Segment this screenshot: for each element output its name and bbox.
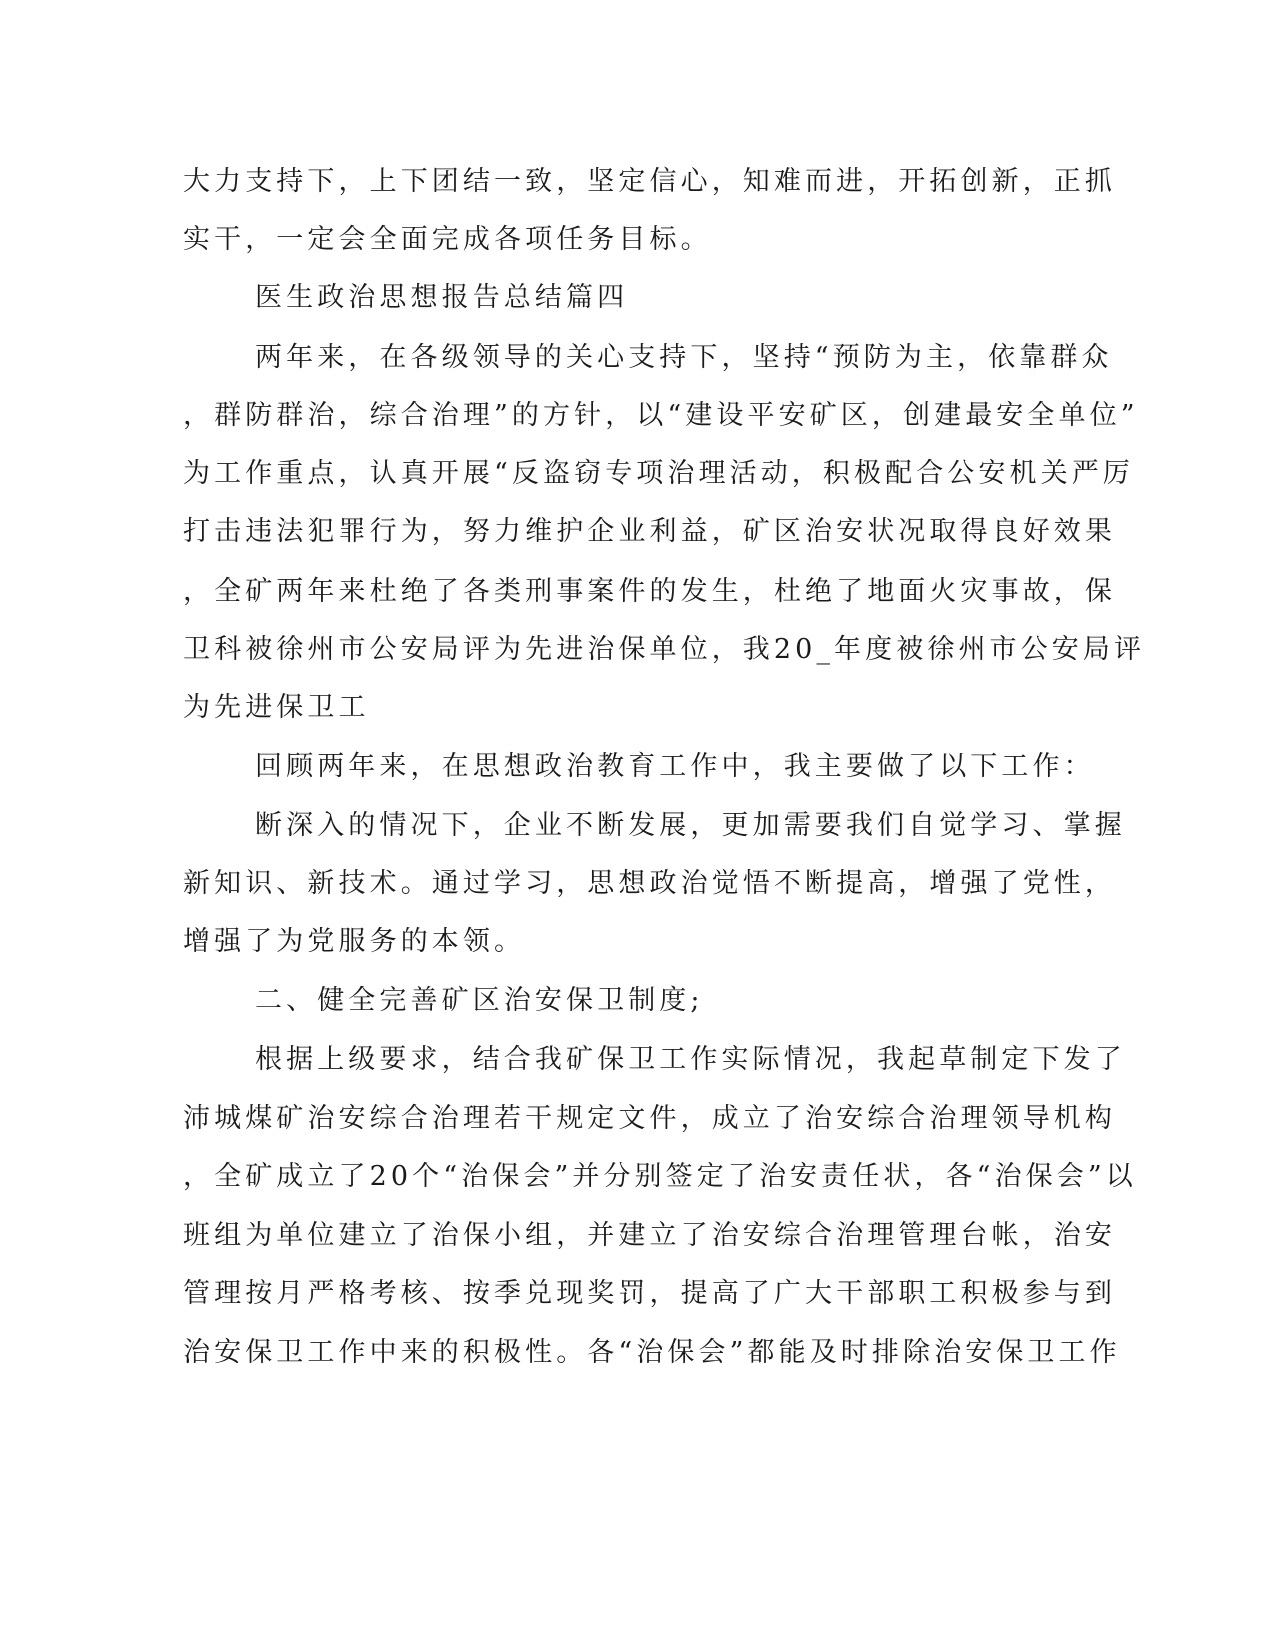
paragraph-line: 管理按月严格考核、按季兑现奖罚，提高了广大干部职工积极参与到	[183, 1278, 1116, 1309]
paragraph-line: 增强了为党服务的本领。	[183, 926, 526, 957]
paragraph-line: 新知识、新技术。通过学习，思想政治觉悟不断提高，增强了党性，	[183, 868, 1116, 899]
paragraph-line: ，群防群治，综合治理”的方针，以“建设平安矿区，创建最安全单位”	[183, 400, 1139, 431]
paragraph-line: 实干，一定会全面完成各项任务目标。	[183, 224, 712, 255]
paragraph-line: 卫科被徐州市公安局评为先进治保单位，我20_年度被徐州市公安局评	[183, 634, 1146, 665]
paragraph-line: 打击违法犯罪行为，努力维护企业利益，矿区治安状况取得良好效果	[183, 516, 1116, 547]
paragraph-line: 为先进保卫工	[183, 692, 370, 723]
paragraph-line: ，全矿成立了20个“治保会”并分别签定了治安责任状，各“治保会”以	[183, 1161, 1137, 1192]
paragraph-line: 根据上级要求，结合我矿保卫工作实际情况，我起草制定下发了	[255, 1044, 1126, 1075]
section-heading: 医生政治思想报告总结篇四	[255, 282, 629, 313]
section-heading: 二、健全完善矿区治安保卫制度;	[255, 985, 704, 1016]
paragraph-line: 回顾两年来，在思想政治教育工作中，我主要做了以下工作：	[255, 751, 1095, 782]
paragraph-line: 治安保卫工作中来的积极性。各“治保会”都能及时排除治安保卫工作	[183, 1337, 1121, 1368]
paragraph-line: ，全矿两年来杜绝了各类刑事案件的发生，杜绝了地面火灾事故，保	[183, 576, 1116, 607]
paragraph-line: 为工作重点，认真开展“反盗窃专项治理活动，积极配合公安机关严厉	[183, 458, 1134, 489]
paragraph-line: 沛城煤矿治安综合治理若干规定文件，成立了治安综合治理领导机构	[183, 1103, 1116, 1134]
paragraph-line: 两年来，在各级领导的关心支持下，坚持“预防为主，依靠群众	[255, 342, 1113, 373]
paragraph-line: 断深入的情况下，企业不断发展，更加需要我们自觉学习、掌握	[255, 810, 1126, 841]
paragraph-line: 班组为单位建立了治保小组，并建立了治安综合治理管理台帐，治安	[183, 1220, 1116, 1251]
paragraph-line: 大力支持下，上下团结一致，坚定信心，知难而进，开拓创新，正抓	[183, 166, 1116, 197]
